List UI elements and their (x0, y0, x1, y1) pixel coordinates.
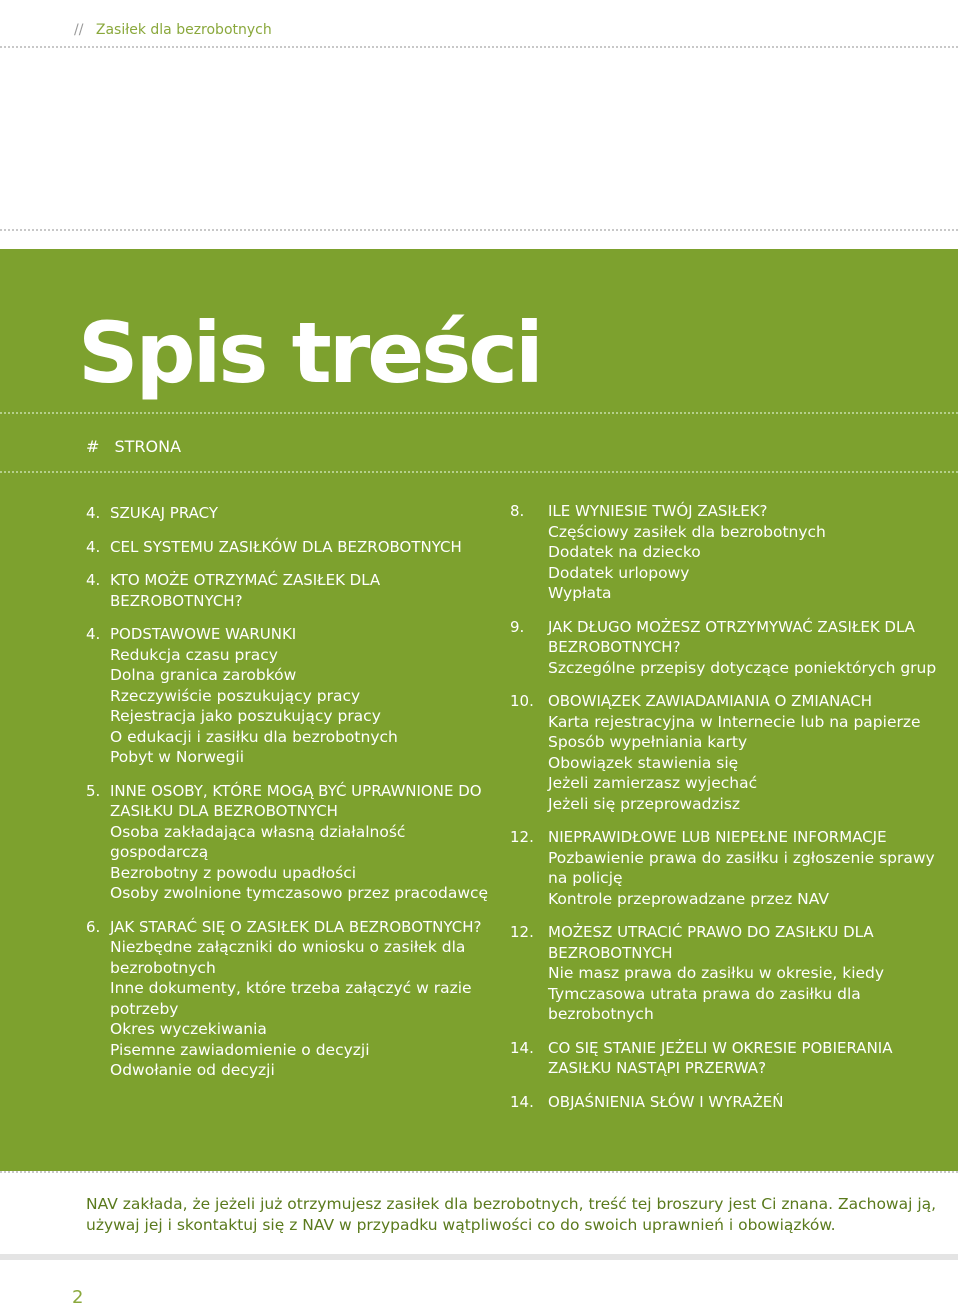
toc-entry-number: 4. (86, 571, 101, 589)
toc-entry-heading: INNE OSOBY, KTÓRE MOGĄ BYĆ UPRAWNIONE DO ZASIŁKU DLA BEZROBOTNYCH (110, 781, 482, 820)
toc-entry (86, 917, 500, 1081)
toc-entry-heading: JAK STARAĆ SIĘ O ZASIŁEK DLA BEZROBOTNYCH? (110, 917, 482, 936)
toc-entry (510, 691, 943, 814)
toc-subentry: Redukcja czasu pracy (110, 645, 278, 664)
toc-entry (86, 503, 500, 524)
toc-subentry: Odwołanie od decyzji (110, 1061, 275, 1079)
strona-label: STRONA (114, 437, 182, 456)
header-slashes: // (74, 22, 84, 38)
toc-entry (86, 570, 500, 611)
column-header (86, 437, 181, 456)
toc-entry-number: 10. (510, 692, 534, 710)
toc-subentry: Szczególne przepisy dotyczące poniektórych grup (548, 658, 937, 677)
toc-subentry: Sposób wypełniania karty (548, 733, 748, 751)
toc-entry (86, 537, 500, 558)
title-dotted-rule (0, 412, 958, 414)
toc-left-column (86, 503, 500, 1094)
toc-subentry: Częściowy zasiłek dla bezrobotnych (548, 522, 826, 541)
toc-entry-number: 9. (510, 617, 525, 636)
header-title: Zasiłek dla bezrobotnych (95, 22, 272, 38)
toc-entry-number: 4. (86, 504, 101, 522)
toc-subentry: Karta rejestracyjna w Internecie lub na papierze (548, 712, 921, 731)
footer-bar (0, 1254, 958, 1260)
toc-subentry: Pozbawienie prawa do zasiłku i zgłoszenie sprawy na policję (548, 848, 935, 887)
toc-entry (510, 1092, 943, 1113)
toc-subentry: Osoba zakładająca własną działalność gospodarczą (110, 822, 406, 861)
toc-entry-heading: KTO MOŻE OTRZYMAĆ ZASIŁEK DLA BEZROBOTNYCH? (110, 571, 381, 610)
toc-entry-number: 8. (510, 502, 525, 520)
toc-entry-heading: NIEPRAWIDŁOWE LUB NIEPEŁNE INFORMACJE (548, 828, 887, 846)
running-header (74, 22, 272, 38)
toc-entry-heading: MOŻESZ UTRACIĆ PRAWO DO ZASIŁKU DLA BEZROBOTNYCH (548, 923, 874, 962)
toc-subentry: Jeżeli zamierzasz wyjechać (548, 774, 758, 792)
toc-subentry: Obowiązek stawienia się (548, 753, 739, 772)
toc-subentry: O edukacji i zasiłku dla bezrobotnych (110, 727, 398, 746)
column-header-dotted-rule (0, 471, 958, 473)
toc-subentry: Dodatek urlopowy (548, 563, 690, 582)
toc-entry-heading: ILE WYNIESIE TWÓJ ZASIŁEK? (548, 502, 768, 520)
toc-entry (510, 501, 943, 604)
toc-entry-heading: PODSTAWOWE WARUNKI (110, 625, 297, 643)
toc-entry-number: 12. (510, 828, 534, 846)
hash-label: # (86, 437, 100, 456)
toc-subentry: Bezrobotny z powodu upadłości (110, 863, 357, 882)
toc-subentry: Jeżeli się przeprowadzisz (548, 794, 741, 813)
toc-entry (510, 617, 943, 679)
toc-entry-heading: OBJAŚNIENIA SŁÓW I WYRAŻEŃ (548, 1092, 784, 1111)
page-number: 2 (72, 1287, 84, 1308)
toc-entry-number: 5. (86, 781, 101, 800)
toc-subentry: Rzeczywiście poszukujący pracy (110, 686, 361, 705)
toc-subentry: Nie masz prawa do zasiłku w okresie, kiedy (548, 964, 885, 982)
toc-subentry: Dodatek na dziecko (548, 543, 701, 561)
toc-entry (86, 624, 500, 768)
toc-subentry: Rejestracja jako poszukujący pracy (110, 707, 381, 725)
toc-entry-heading: SZUKAJ PRACY (110, 504, 219, 522)
page-title: Spis treści (78, 304, 541, 402)
toc-entry (510, 827, 943, 909)
toc-entry (510, 1038, 943, 1079)
footer-note: NAV zakłada, że jeżeli już otrzymujesz zasiłek dla bezrobotnych, treść tej broszury jest Ci znana. Zachowaj ją, używaj jej i skontaktuj się z NAV w przypadku wątpliwości co do swoich uprawnień i obowiązków. (86, 1195, 937, 1234)
toc-subentry: Pobyt w Norwegii (110, 748, 245, 766)
toc-entry (86, 781, 500, 904)
toc-subentry: Kontrole przeprowadzane przez NAV (548, 889, 829, 908)
toc-entry-number: 4. (86, 625, 101, 643)
toc-subentry: Pisemne zawiadomienie o decyzji (110, 1040, 370, 1059)
panel-top-dotted-rule (0, 229, 958, 231)
toc-entry-heading: OBOWIĄZEK ZAWIADAMIANIA O ZMIANACH (548, 692, 873, 710)
toc-entry-number: 12. (510, 923, 534, 941)
toc-subentry: Okres wyczekiwania (110, 1020, 267, 1038)
toc-entry-number: 14. (510, 1092, 534, 1111)
toc-entry-heading: CEL SYSTEMU ZASIŁKÓW DLA BEZROBOTNYCH (110, 537, 462, 556)
toc-subentry: Niezbędne załączniki do wniosku o zasiłek dla bezrobotnych (110, 938, 466, 977)
toc-entry-number: 4. (86, 537, 101, 556)
toc-subentry: Dolna granica zarobków (110, 666, 297, 684)
footer-dotted-rule (0, 1171, 958, 1173)
toc-entry-number: 14. (510, 1038, 534, 1057)
toc-entry-number: 6. (86, 917, 101, 936)
toc-subentry: Tymczasowa utrata prawa do zasiłku dla bezrobotnych (548, 984, 861, 1023)
toc-entry-heading: CO SIĘ STANIE JEŻELI W OKRESIE POBIERANIA ZASIŁKU NASTĄPI PRZERWA? (548, 1038, 893, 1077)
toc-subentry: Inne dokumenty, które trzeba załączyć w razie potrzeby (110, 979, 472, 1018)
toc-subentry: Wypłata (548, 584, 612, 602)
toc-right-column (510, 501, 943, 1125)
toc-entry-heading: JAK DŁUGO MOŻESZ OTRZYMYWAĆ ZASIŁEK DLA BEZROBOTNYCH? (548, 617, 915, 656)
header-dotted-rule (0, 46, 958, 48)
toc-entry (510, 922, 943, 1025)
toc-subentry: Osoby zwolnione tymczasowo przez pracodawcę (110, 884, 489, 902)
